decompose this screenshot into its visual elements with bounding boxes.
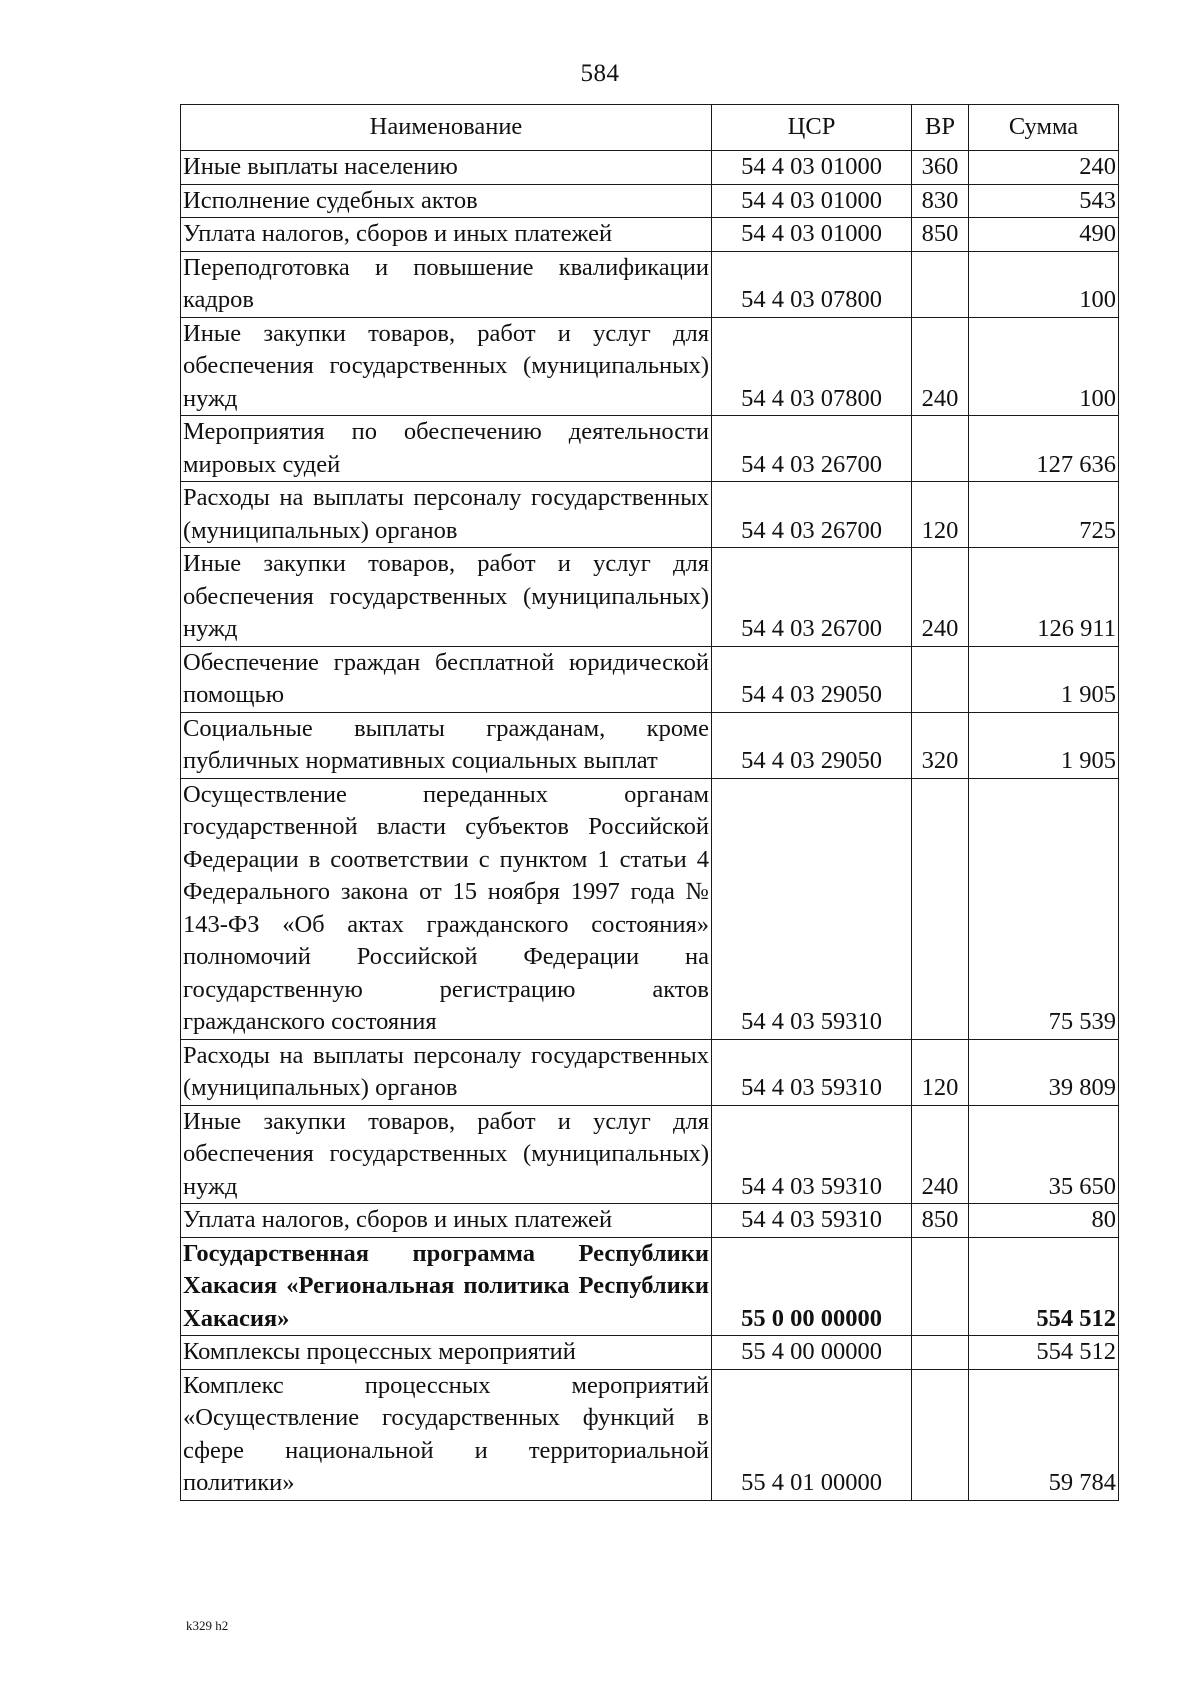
row-csr: 54 4 03 26700	[712, 548, 912, 647]
row-csr: 54 4 03 01000	[712, 151, 912, 185]
table-row	[181, 1237, 1119, 1336]
row-name: Расходы на выплаты персоналу государственных (муниципальных) органов	[181, 482, 712, 548]
row-sum: 1 905	[969, 712, 1119, 778]
row-vr	[912, 1369, 969, 1500]
row-name: Исполнение судебных актов	[181, 184, 712, 218]
row-sum: 543	[969, 184, 1119, 218]
row-sum: 126 911	[969, 548, 1119, 647]
row-name: Уплата налогов, сборов и иных платежей	[181, 218, 712, 252]
row-csr: 55 4 00 00000	[712, 1336, 912, 1370]
row-sum: 75 539	[969, 778, 1119, 1039]
table-row	[181, 1204, 1119, 1238]
row-name: Уплата налогов, сборов и иных платежей	[181, 1204, 712, 1238]
row-sum: 725	[969, 482, 1119, 548]
row-csr: 54 4 03 29050	[712, 712, 912, 778]
row-vr: 240	[912, 548, 969, 647]
table-row	[181, 712, 1119, 778]
row-csr: 54 4 03 59310	[712, 1204, 912, 1238]
table-row	[181, 317, 1119, 416]
row-sum: 100	[969, 251, 1119, 317]
table-row	[181, 646, 1119, 712]
table-row	[181, 1039, 1119, 1105]
row-name: Осуществление переданных органам государственной власти субъектов Российской Федерации в соответствии с пунктом 1 статьи 4 Федерального закона от 15 ноября 1997 года № 143-ФЗ «Об актах гражданского состояния» полномочий Российской Федерации на государственную регистрацию актов гражданского состояния	[181, 778, 712, 1039]
row-csr: 54 4 03 26700	[712, 482, 912, 548]
row-sum: 1 905	[969, 646, 1119, 712]
row-name: Иные закупки товаров, работ и услуг для обеспечения государственных (муниципальных) нужд	[181, 1105, 712, 1204]
row-sum: 554 512	[969, 1237, 1119, 1336]
table-row	[181, 1105, 1119, 1204]
row-name: Переподготовка и повышение квалификации кадров	[181, 251, 712, 317]
row-name: Иные выплаты населению	[181, 151, 712, 185]
row-sum: 59 784	[969, 1369, 1119, 1500]
row-csr: 54 4 03 59310	[712, 1039, 912, 1105]
row-csr: 54 4 03 01000	[712, 218, 912, 252]
header-vr: ВР	[912, 105, 969, 151]
table-row	[181, 151, 1119, 185]
row-csr: 54 4 03 59310	[712, 1105, 912, 1204]
header-name: Наименование	[181, 105, 712, 151]
row-sum: 39 809	[969, 1039, 1119, 1105]
row-sum: 490	[969, 218, 1119, 252]
table-header-row	[181, 105, 1119, 151]
table-row	[181, 184, 1119, 218]
row-name: Комплексы процессных мероприятий	[181, 1336, 712, 1370]
row-vr	[912, 251, 969, 317]
row-csr: 54 4 03 29050	[712, 646, 912, 712]
row-vr: 850	[912, 218, 969, 252]
row-vr: 120	[912, 1039, 969, 1105]
row-sum: 554 512	[969, 1336, 1119, 1370]
row-csr: 55 4 01 00000	[712, 1369, 912, 1500]
row-vr: 240	[912, 1105, 969, 1204]
row-vr	[912, 646, 969, 712]
row-vr: 120	[912, 482, 969, 548]
row-sum: 240	[969, 151, 1119, 185]
document-code: k329 h2	[186, 1618, 229, 1633]
row-csr: 54 4 03 07800	[712, 251, 912, 317]
table-row	[181, 1336, 1119, 1370]
row-vr	[912, 778, 969, 1039]
row-name: Комплекс процессных мероприятий «Осуществление государственных функций в сфере национальной и территориальной политики»	[181, 1369, 712, 1500]
row-sum: 80	[969, 1204, 1119, 1238]
header-sum: Сумма	[969, 105, 1119, 151]
row-name: Обеспечение граждан бесплатной юридической помощью	[181, 646, 712, 712]
budget-table	[180, 104, 1119, 1501]
header-csr: ЦСР	[712, 105, 912, 151]
table-row	[181, 218, 1119, 252]
row-sum: 35 650	[969, 1105, 1119, 1204]
page-number: 584	[580, 60, 620, 87]
row-vr	[912, 416, 969, 482]
row-name: Иные закупки товаров, работ и услуг для обеспечения государственных (муниципальных) нужд	[181, 548, 712, 647]
row-name: Иные закупки товаров, работ и услуг для обеспечения государственных (муниципальных) нужд	[181, 317, 712, 416]
row-vr: 830	[912, 184, 969, 218]
row-sum: 100	[969, 317, 1119, 416]
row-vr: 850	[912, 1204, 969, 1238]
row-csr: 54 4 03 07800	[712, 317, 912, 416]
row-vr: 360	[912, 151, 969, 185]
table-row	[181, 416, 1119, 482]
table-row	[181, 548, 1119, 647]
row-name: Мероприятия по обеспечению деятельности мировых судей	[181, 416, 712, 482]
table-row	[181, 778, 1119, 1039]
row-vr: 320	[912, 712, 969, 778]
row-name: Государственная программа Республики Хакасия «Региональная политика Республики Хакасия»	[181, 1237, 712, 1336]
row-vr: 240	[912, 317, 969, 416]
row-csr: 54 4 03 26700	[712, 416, 912, 482]
table-row	[181, 482, 1119, 548]
row-name: Расходы на выплаты персоналу государственных (муниципальных) органов	[181, 1039, 712, 1105]
row-name: Социальные выплаты гражданам, кроме публичных нормативных социальных выплат	[181, 712, 712, 778]
table-row	[181, 251, 1119, 317]
row-csr: 54 4 03 59310	[712, 778, 912, 1039]
row-vr	[912, 1336, 969, 1370]
row-vr	[912, 1237, 969, 1336]
row-csr: 54 4 03 01000	[712, 184, 912, 218]
table-row	[181, 1369, 1119, 1500]
row-csr: 55 0 00 00000	[712, 1237, 912, 1336]
row-sum: 127 636	[969, 416, 1119, 482]
table-body	[181, 151, 1119, 1501]
